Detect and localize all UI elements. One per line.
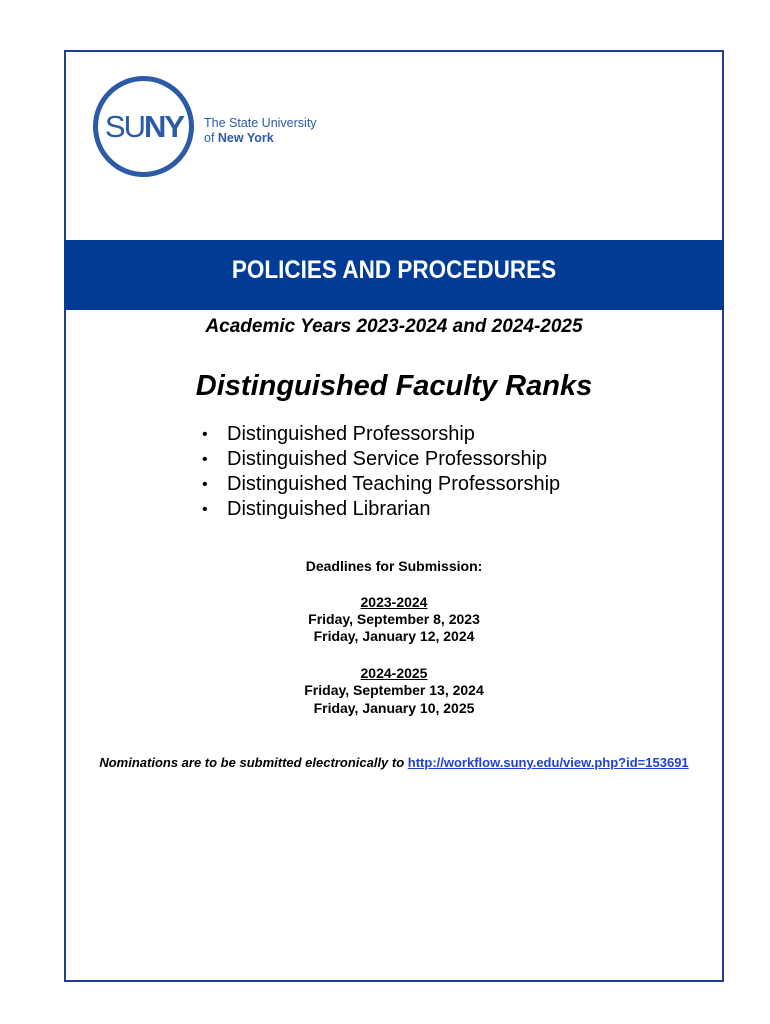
deadline-date: Friday, January 12, 2024 [313, 628, 475, 644]
bullet-icon: • [202, 426, 208, 443]
logo-tagline-line2: of New York [204, 131, 274, 145]
deadline-year-label: 2023-2024 [360, 594, 428, 610]
suny-logo-wordmark: SUNY [104, 109, 184, 144]
list-item: • Distinguished Teaching Professorship [202, 473, 561, 495]
document-title: Distinguished Faculty Ranks [195, 370, 593, 402]
deadline-date: Friday, September 8, 2023 [308, 611, 480, 627]
banner-title: POLICIES AND PROCEDURES [231, 256, 557, 284]
nominations-text: Nominations are to be submitted electronically to [99, 755, 408, 770]
bullet-icon: • [202, 451, 208, 468]
suny-logo-tagline [204, 116, 317, 146]
bullet-icon: • [202, 501, 208, 518]
deadline-date: Friday, January 10, 2025 [313, 700, 475, 716]
deadline-year-label: 2024-2025 [360, 665, 428, 681]
academic-years-subtitle: Academic Years 2023-2024 and 2024-2025 [205, 316, 583, 337]
deadline-date: Friday, September 13, 2024 [304, 682, 484, 698]
list-item: • Distinguished Librarian [202, 498, 431, 520]
submission-link[interactable]: http://workflow.suny.edu/view.php?id=153691 [407, 755, 689, 770]
deadlines-heading: Deadlines for Submission: [305, 558, 483, 574]
ranks-list [202, 422, 560, 522]
list-item: • Distinguished Professorship [202, 423, 475, 445]
nominations-note [64, 754, 724, 771]
list-item: • Distinguished Service Professorship [202, 448, 548, 470]
logo-tagline-line1: The State University [204, 116, 317, 130]
bullet-icon: • [202, 476, 208, 493]
